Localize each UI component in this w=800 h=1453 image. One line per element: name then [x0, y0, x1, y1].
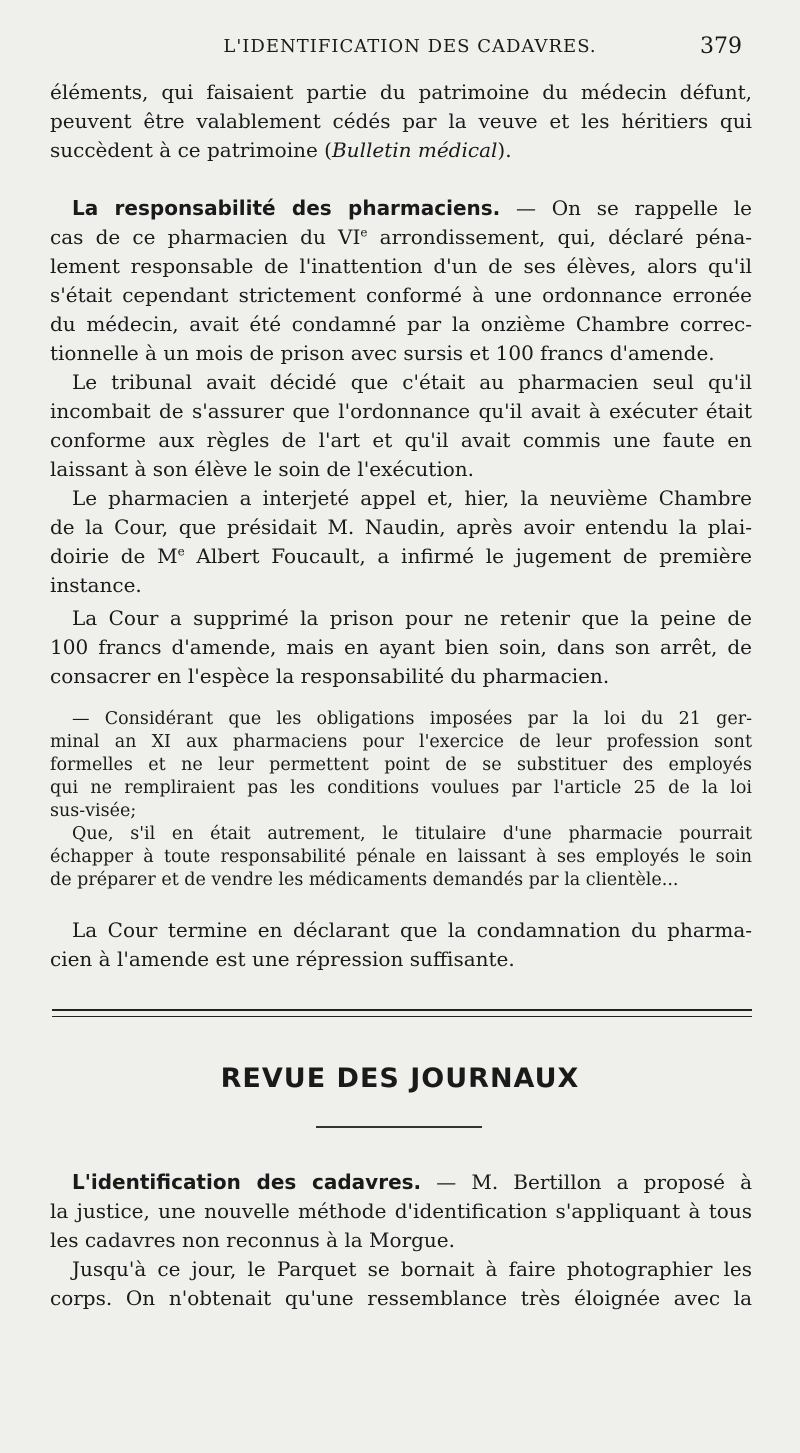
text-line: Le tribunal avait décidé que c'était au pharmacien seul qu'il: [72, 370, 752, 394]
text-line: tionnelle à un mois de prison avec sursis et 100 francs d'amende.: [50, 341, 715, 365]
text-line: les cadavres non reconnus à la Morgue.: [50, 1228, 455, 1252]
text-line: Jusqu'à ce jour, le Parquet se bornait à faire photographier les: [72, 1257, 752, 1281]
text-line: éléments, qui faisaient partie du patrimoine du médecin défunt,: [50, 80, 752, 104]
text-line: de la Cour, que présidait M. Naudin, après avoir entendu la plai-: [50, 515, 752, 539]
text-line: succèdent à ce patrimoine (Bulletin médical).: [50, 138, 512, 162]
text-line: Le pharmacien a interjeté appel et, hier, la neuvième Chambre: [72, 486, 752, 510]
quote-line: formelles et ne leur permettent point de se substituer des employés: [50, 755, 752, 775]
text-line: corps. On n'obtenait qu'une ressemblance très éloignée avec la: [50, 1286, 752, 1310]
quoted-judgment: [50, 708, 752, 892]
text-line: consacrer en l'espèce la responsabilité du pharmacien.: [50, 664, 610, 688]
quote-line: minal an XI aux pharmaciens pour l'exercice de leur profession sont: [50, 732, 752, 752]
intro-paragraph: [50, 78, 752, 165]
text-line: du médecin, avait été condamné par la onzième Chambre correc-: [50, 312, 752, 336]
text-line: peuvent être valablement cédés par la veuve et les héritiers qui: [50, 109, 752, 133]
text-line: 100 francs d'amende, mais en ayant bien soin, dans son arrêt, de: [50, 635, 752, 659]
text-line: cien à l'amende est une répression suffisante.: [50, 947, 515, 971]
text-line: cas de ce pharmacien du VIe arrondissement, qui, déclaré péna-: [50, 225, 753, 249]
article-title-line: L'identification des cadavres. — M. Bertillon a proposé à: [72, 1170, 753, 1194]
page-header: [0, 36, 800, 66]
quote-line: qui ne rempliraient pas les conditions voulues par l'article 25 de la loi: [50, 778, 752, 798]
conclusion-paragraph: [50, 916, 752, 974]
quote-line: — Considérant que les obligations imposées par la loi du 21 ger-: [72, 709, 752, 729]
citation-source: Bulletin médical: [331, 138, 498, 162]
text-line: lement responsable de l'inattention d'un de ses élèves, alors qu'il: [50, 254, 752, 278]
quote-line: sus-visée;: [50, 801, 137, 821]
section-heading: REVUE DES JOURNAUX: [220, 1063, 580, 1094]
article-pharmaciens: [50, 194, 752, 691]
quote-line: échapper à toute responsabilité pénale en laissant à ses employés le soin: [50, 847, 752, 867]
text-line: incombait de s'assurer que l'ordonnance qu'il avait à exécuter était: [50, 399, 752, 423]
text-line: doirie de Me Albert Foucault, a infirmé le jugement de première: [50, 544, 752, 568]
running-title: L'IDENTIFICATION DES CADAVRES.: [223, 36, 597, 57]
section-divider-top: [52, 1009, 752, 1011]
text-line: la justice, une nouvelle méthode d'identification s'appliquant à tous: [50, 1199, 752, 1223]
article-title: L'identification des cadavres.: [72, 1170, 422, 1194]
text-line: instance.: [50, 573, 142, 597]
page-number: 379: [700, 34, 742, 59]
heading-underline-rule: [316, 1126, 482, 1128]
article-identification: [50, 1168, 752, 1313]
article-title: La responsabilité des pharmaciens.: [72, 196, 501, 220]
quote-line: Que, s'il en était autrement, le titulaire d'une pharmacie pourrait: [72, 824, 752, 844]
text-line: La Cour a supprimé la prison pour ne retenir que la peine de: [72, 606, 752, 630]
article-title-line: La responsabilité des pharmaciens. — On se rappelle le: [72, 196, 752, 220]
text-line: s'était cependant strictement conformé à une ordonnance erronée: [50, 283, 752, 307]
quote-line: de préparer et de vendre les médicaments demandés par la clientèle...: [50, 870, 679, 890]
text-line: laissant à son élève le soin de l'exécution.: [50, 457, 474, 481]
section-divider-bottom: [52, 1016, 752, 1017]
text-line: La Cour termine en déclarant que la condamnation du pharma-: [72, 918, 752, 942]
text-line: conforme aux règles de l'art et qu'il avait commis une faute en: [50, 428, 752, 452]
